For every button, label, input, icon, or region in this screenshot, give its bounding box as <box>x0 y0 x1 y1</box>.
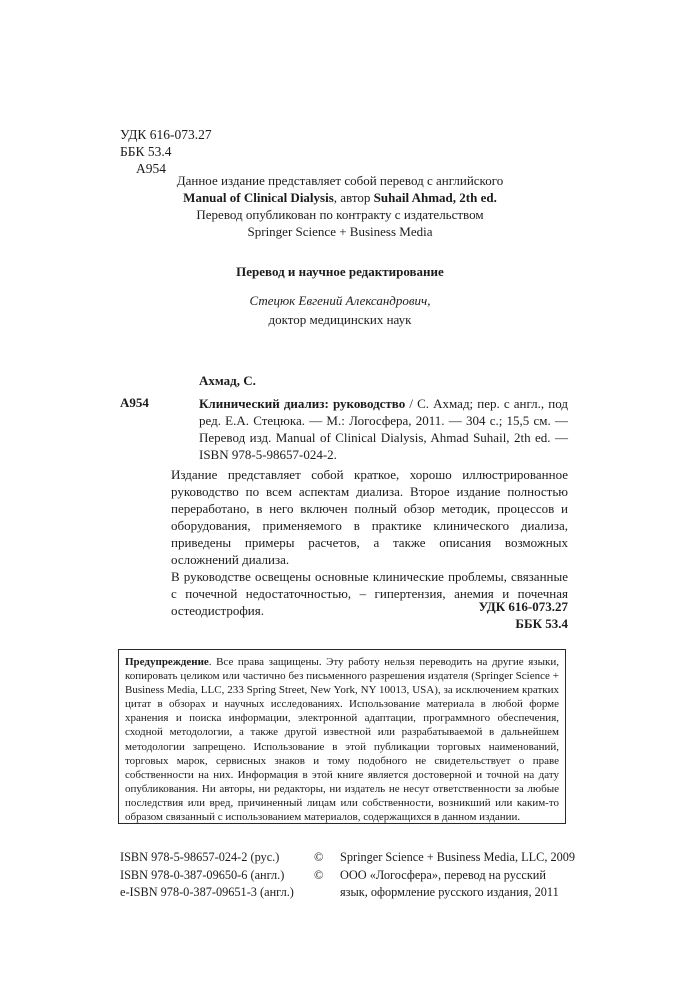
copyright-warning-box <box>118 649 566 824</box>
translation-credits <box>120 172 560 240</box>
credits-line-1: Данное издание представляет собой перевод с английского <box>176 173 504 188</box>
udk-code: УДК 616-073.27 <box>120 127 212 142</box>
credits-line-4: Springer Science + Business Media <box>247 224 433 239</box>
translator-degree: доктор медицинских наук <box>268 312 412 327</box>
translator-name: Стецюк Евгений Александрович, <box>249 293 431 308</box>
copyright-springer: Springer Science + Business Media, LLC, 2009 <box>340 850 576 864</box>
original-author: Suhail Ahmad, 2th ed. <box>373 190 497 205</box>
isbn-russian: ISBN 978-5-98657-024-2 (рус.) <box>120 850 280 864</box>
copyright-symbol: © <box>314 867 324 882</box>
catalog-code: А954 <box>120 395 149 410</box>
udk-code-bottom: УДК 616-073.27 <box>478 599 568 614</box>
translation-editor-block <box>120 262 560 329</box>
annotation-paragraph-1: Издание представляет собой краткое, хорошо иллюстрированное руководство по всем аспектам диализа. Второе издание полностью переработано, в него включен полный обзор методик, процессов и оборудования, применяемого в практике клинического диализа, приведены примеры расчетов, а также описания возможных осложнений диализа. <box>171 467 568 567</box>
classification-codes <box>120 126 212 177</box>
credits-line-2-mid: , автор <box>333 190 374 205</box>
credits-line-2 <box>120 189 560 206</box>
warning-label: Предупреждение <box>125 656 209 668</box>
copyright-symbol: © <box>314 850 324 864</box>
isbn-list <box>120 849 294 902</box>
warning-text: . Все права защищены. Эту работу нельзя переводить на другие языки, копировать целиком или частично без письменного разрешения издателя (Springer Science + Business Media, LLC, 233 Spring Street, New York, NY 10013, USA), за исключением кратких цитат в обзорах и научных исследованиях. Использование материала в любой форме хранения и поиска информации, электронной адаптации, программного обеспечения, сходной методологии, а также другой известной или разрабатываемой в дальнейшем методологии запрещено. Использование в этой публикации торговых наименований, торговых марок, сервисных знаков и тому подобного не свидетельствует о праве собственности на них. Информация в этой книге является достоверной и точной на дату опубликования. Ни авторы, ни редакторы, ни издатель не несут ответственности за любые последствия или вред, причиненный лицам или собственности, возникший или каким-то образом связанный с использованием материалов, содержащихся в данном издании. <box>125 656 559 824</box>
eisbn-english: e-ISBN 978-0-387-09651-3 (англ.) <box>120 885 294 899</box>
annotation <box>171 466 568 619</box>
author-sign-code: А954 <box>136 161 166 176</box>
copyright-row-3 <box>314 884 575 902</box>
bbk-code: ББК 53.4 <box>120 144 172 159</box>
catalog-entry <box>199 395 568 463</box>
catalog-author: Ахмад, С. <box>199 373 256 388</box>
copyright-notices <box>314 849 575 902</box>
classification-codes-bottom <box>479 598 568 632</box>
bbk-code-bottom: ББК 53.4 <box>515 616 568 631</box>
annotation-paragraph-2: В руководстве освещены основные клинические проблемы, связанные с почечной недостаточностью, – гипертензия, анемия и почечная остеодистрофия. <box>171 569 568 618</box>
copyright-logosfera: ООО «Логосфера», перевод на русский <box>340 867 546 882</box>
original-title: Manual of Clinical Dialysis <box>183 190 334 205</box>
isbn-english: ISBN 978-0-387-09650-6 (англ.) <box>120 867 285 882</box>
catalog-details: / С. Ахмад; пер. с англ., под ред. Е.А. Стецюка. — М.: Логосфера, 2011. — 304 с.; 15,5 см. — Перевод изд. Manual of Clinical Dialysis, Ahmad Suhail, 2th ed. — ISBN 978-5-98657-024-2. <box>199 396 568 462</box>
credits-line-3: Перевод опубликован по контракту с издательством <box>196 207 484 222</box>
translation-heading: Перевод и научное редактирование <box>236 264 444 279</box>
copyright-row-2 <box>314 867 575 885</box>
copyright-logosfera-cont: язык, оформление русского издания, 2011 <box>340 885 559 899</box>
catalog-title: Клинический диализ: руководство <box>199 396 406 411</box>
copyright-row-1 <box>314 849 575 867</box>
